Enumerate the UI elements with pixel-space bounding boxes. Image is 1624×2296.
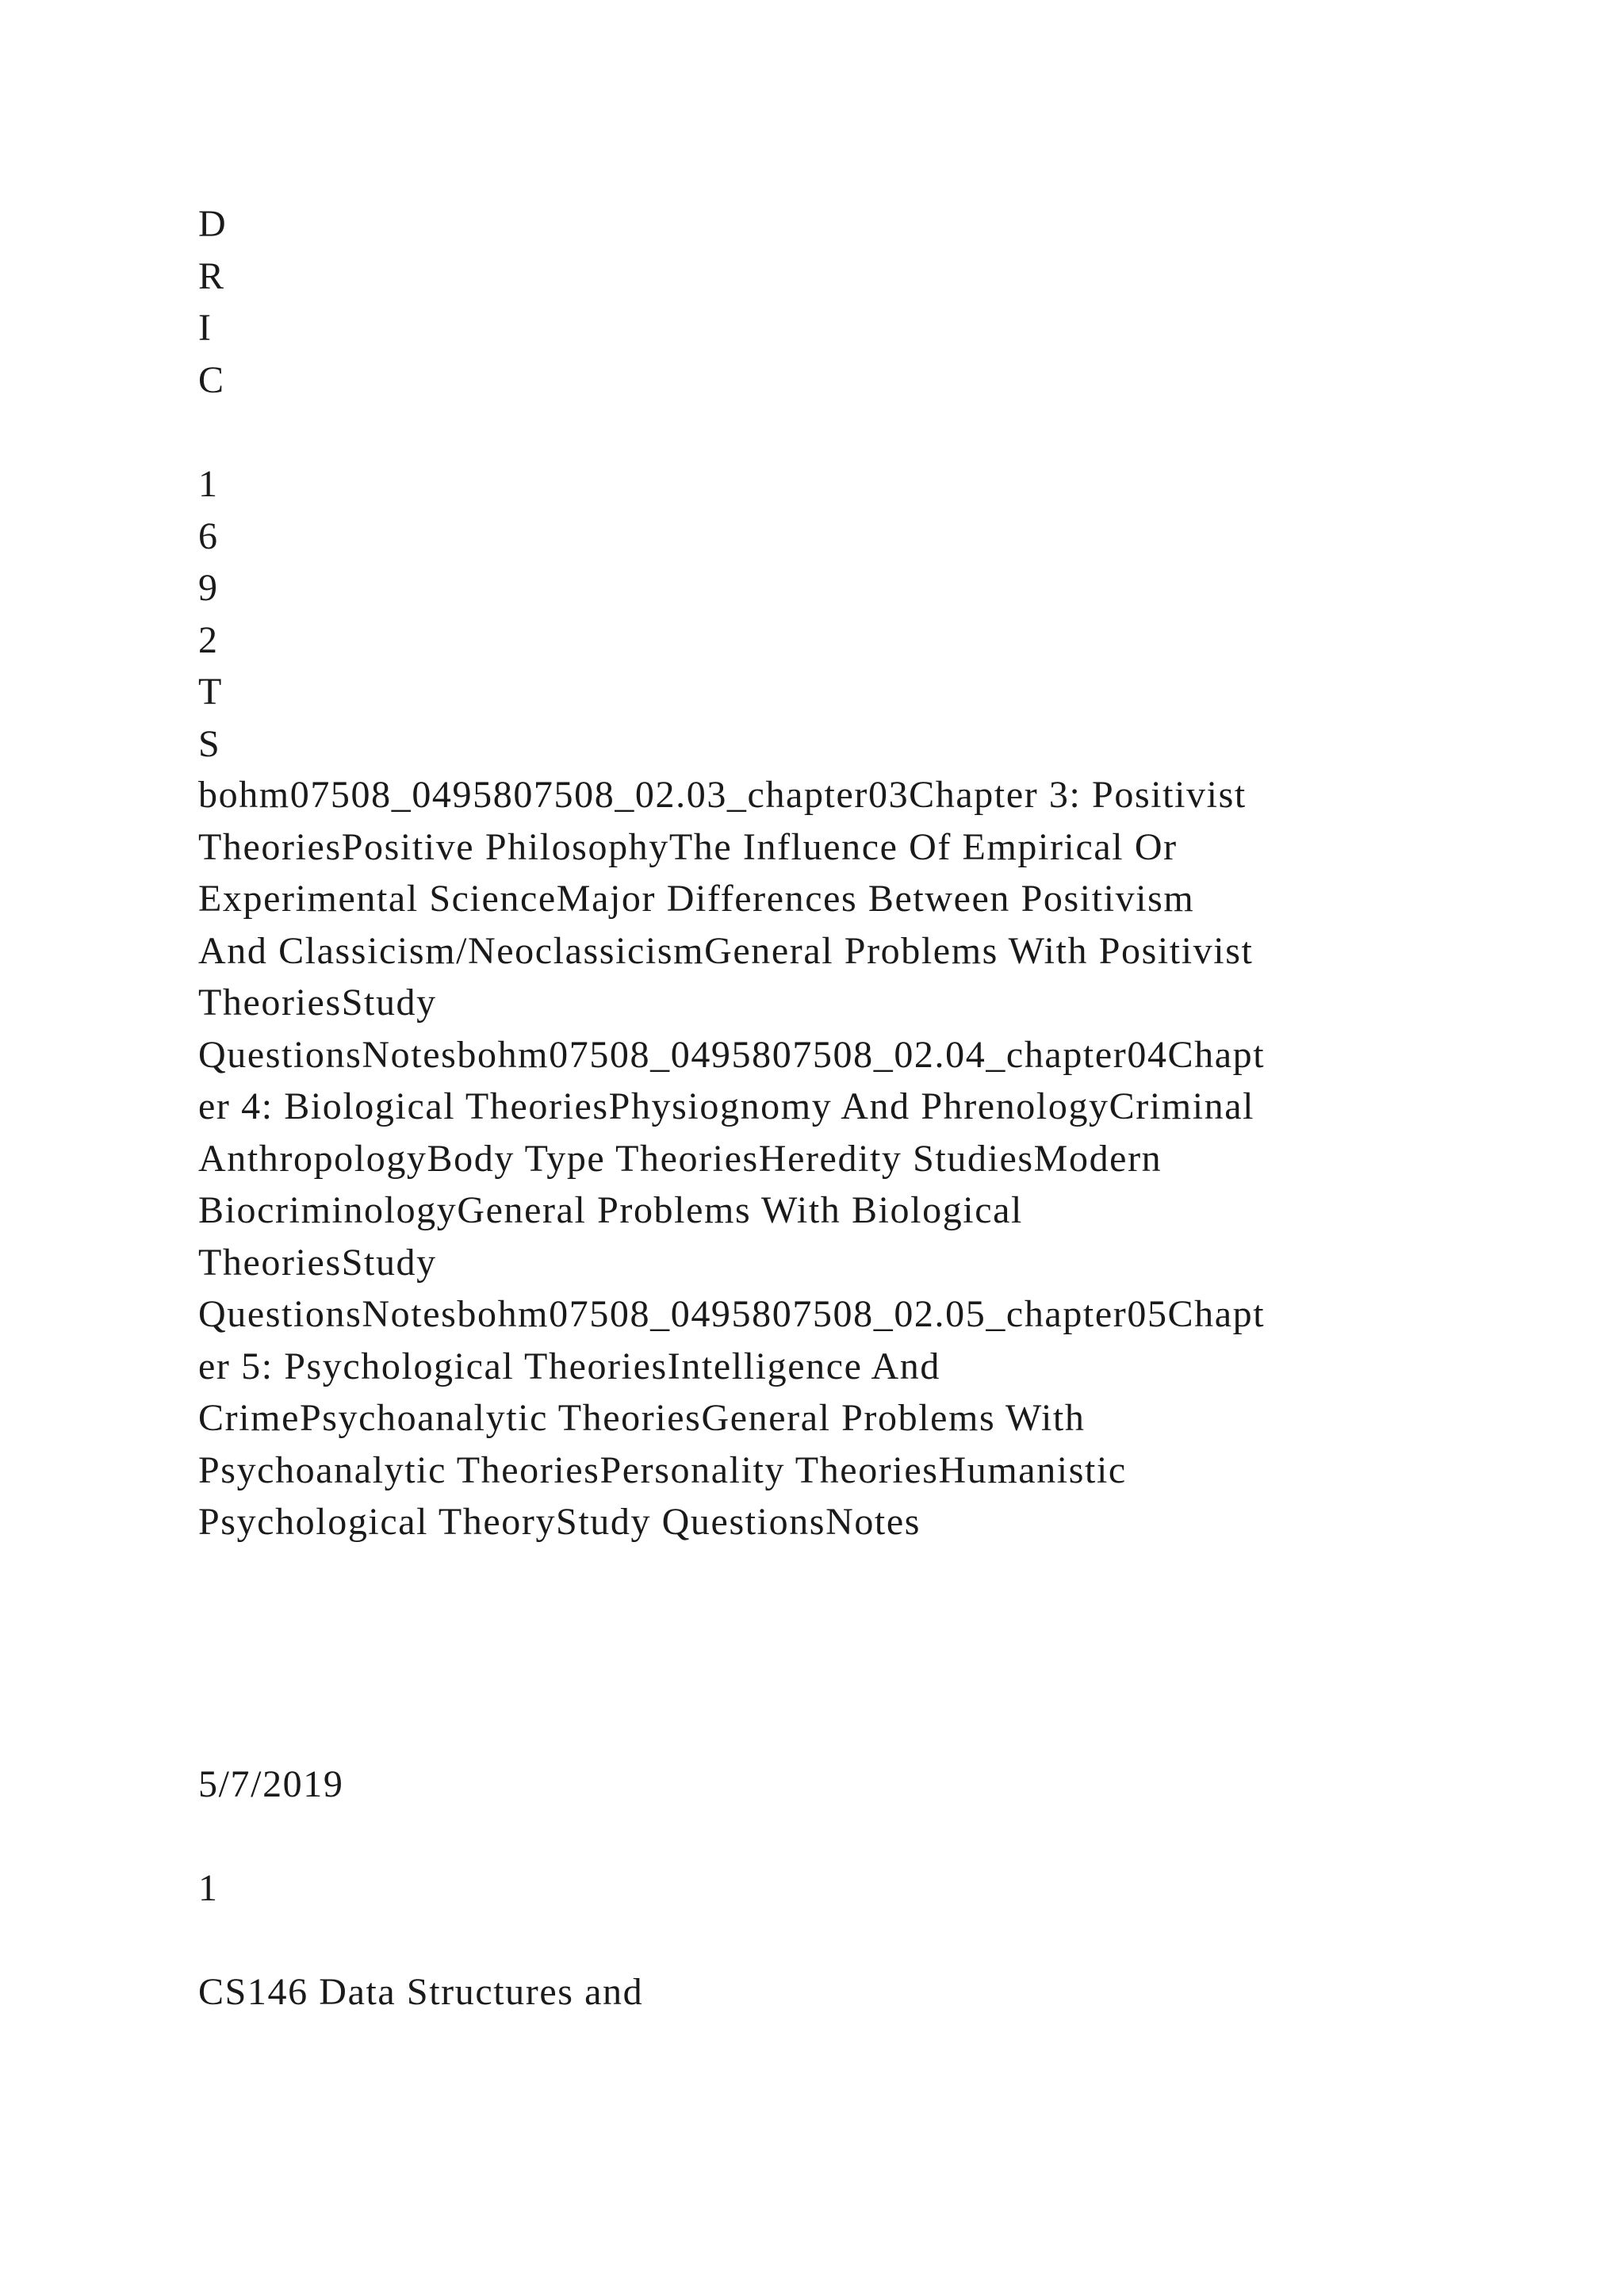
toc-line: TheoriesStudy bbox=[198, 982, 437, 1024]
table-of-contents-text bbox=[198, 769, 1265, 1548]
toc-line: And Classicism/NeoclassicismGeneral Problems With Positivist bbox=[198, 929, 1254, 972]
date-text: 5/7/2019 bbox=[198, 1763, 344, 1805]
vertical-letter-stack bbox=[198, 198, 227, 406]
page-number: 1 bbox=[198, 1867, 219, 1909]
toc-line: bohm07508_0495807508_02.03_chapter03Chapter 3: Positivist bbox=[198, 774, 1247, 816]
stack-char: S bbox=[198, 722, 221, 765]
toc-line: TheoriesPositive PhilosophyThe Influence Of Empirical Or bbox=[198, 825, 1178, 868]
toc-line: TheoriesStudy bbox=[198, 1241, 437, 1284]
course-title: CS146 Data Structures and bbox=[198, 1971, 644, 2013]
toc-line: BiocriminologyGeneral Problems With Biological bbox=[198, 1189, 1023, 1231]
toc-line: Experimental ScienceMajor Differences Between Positivism bbox=[198, 878, 1195, 920]
toc-line: QuestionsNotesbohm07508_0495807508_02.05_chapter05Chapt bbox=[198, 1293, 1266, 1335]
toc-line: er 4: Biological TheoriesPhysiognomy And PhrenologyCriminal bbox=[198, 1085, 1255, 1127]
stack-letter: D bbox=[198, 203, 228, 245]
toc-line: QuestionsNotesbohm07508_0495807508_02.04_chapter04Chapt bbox=[198, 1033, 1266, 1076]
toc-line: Psychological TheoryStudy QuestionsNotes bbox=[198, 1501, 921, 1543]
toc-line: Psychoanalytic TheoriesPersonality TheoriesHumanistic bbox=[198, 1448, 1127, 1491]
stack-char: 9 bbox=[198, 567, 219, 609]
stack-char: 1 bbox=[198, 463, 219, 505]
toc-line: er 5: Psychological TheoriesIntelligence And bbox=[198, 1345, 940, 1387]
toc-line: CrimePsychoanalytic TheoriesGeneral Problems With bbox=[198, 1397, 1086, 1439]
toc-line: AnthropologyBody Type TheoriesHeredity StudiesModern bbox=[198, 1137, 1162, 1180]
stack-char: T bbox=[198, 671, 223, 713]
stack-char: 2 bbox=[198, 618, 219, 661]
stack-letter: R bbox=[198, 254, 225, 297]
stack-letter: C bbox=[198, 358, 225, 401]
stack-char: 6 bbox=[198, 515, 219, 557]
stack-letter: I bbox=[198, 307, 213, 349]
vertical-char-stack bbox=[198, 458, 223, 770]
